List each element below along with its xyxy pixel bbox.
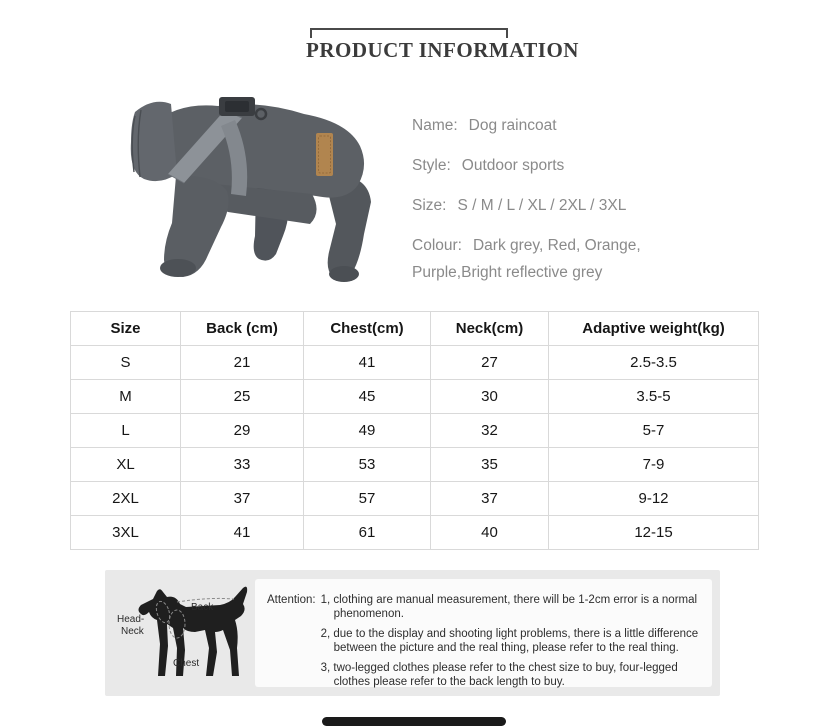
cell-size: 3XL — [71, 516, 181, 550]
cell-weight: 5-7 — [549, 414, 759, 448]
cell-size: M — [71, 380, 181, 414]
page-title: PRODUCT INFORMATION — [303, 38, 582, 63]
cell-weight: 3.5-5 — [549, 380, 759, 414]
bottom-handle-bar — [322, 717, 506, 726]
attention-item-1: 1, clothing are manual measurement, there will be 1-2cm error is a normal phenomenon. — [320, 594, 698, 620]
dog-measurement-diagram — [115, 584, 265, 684]
cell-chest: 49 — [304, 414, 431, 448]
product-fields — [412, 112, 668, 299]
diagram-label-chest: Chest — [173, 658, 200, 669]
field-name-value: Dog raincoat — [468, 117, 557, 134]
cell-back: 25 — [181, 380, 304, 414]
cell-neck: 37 — [431, 482, 549, 516]
field-colour-value: Dark grey, Red, Orange, Purple,Bright reflective grey — [412, 237, 641, 281]
cell-back: 33 — [181, 448, 304, 482]
field-style-value: Outdoor sports — [461, 157, 565, 174]
size-chart-table — [70, 311, 759, 550]
attention-item-3: 3, two-legged clothes please refer to the chest size to buy, four-legged clothes please refer to the back length to buy. — [320, 662, 678, 688]
table-row — [71, 448, 759, 482]
field-size-value: S / M / L / XL / 2XL / 3XL — [457, 197, 627, 214]
cell-neck: 27 — [431, 346, 549, 380]
cell-size: S — [71, 346, 181, 380]
cell-weight: 2.5-3.5 — [549, 346, 759, 380]
page-title-frame — [306, 28, 579, 62]
cell-chest: 61 — [304, 516, 431, 550]
cell-back: 37 — [181, 482, 304, 516]
field-name-label: Name: — [412, 117, 458, 134]
cell-weight: 9-12 — [549, 482, 759, 516]
cell-weight: 12-15 — [549, 516, 759, 550]
field-style-label: Style: — [412, 157, 451, 174]
attention-note-box — [255, 579, 712, 687]
cell-weight: 7-9 — [549, 448, 759, 482]
attention-items — [321, 594, 704, 687]
table-header-row — [71, 312, 759, 346]
diagram-label-neck: Neck — [121, 626, 144, 637]
cell-size: XL — [71, 448, 181, 482]
diagram-label-head: Head- — [117, 614, 145, 625]
col-header-chest: Chest(cm) — [304, 312, 431, 346]
cell-back: 29 — [181, 414, 304, 448]
table-row — [71, 346, 759, 380]
diagram-label-back: Back — [191, 602, 214, 613]
field-size — [412, 192, 668, 219]
attention-item-2: 2, due to the display and shooting light problems, there is a little difference between the picture and the real thing, please refer to the real thing. — [320, 628, 699, 654]
col-header-weight: Adaptive weight(kg) — [549, 312, 759, 346]
field-colour-label: Colour: — [412, 237, 462, 254]
cell-chest: 57 — [304, 482, 431, 516]
field-colour — [412, 232, 668, 286]
col-header-neck: Neck(cm) — [431, 312, 549, 346]
cell-chest: 41 — [304, 346, 431, 380]
product-photo-dog-raincoat — [108, 84, 403, 294]
cell-chest: 53 — [304, 448, 431, 482]
attention-panel — [105, 570, 720, 696]
table-row — [71, 482, 759, 516]
field-style — [412, 152, 668, 179]
cell-size: 2XL — [71, 482, 181, 516]
cell-neck: 35 — [431, 448, 549, 482]
table-row — [71, 414, 759, 448]
cell-neck: 32 — [431, 414, 549, 448]
cell-size: L — [71, 414, 181, 448]
col-header-size: Size — [71, 312, 181, 346]
cell-back: 21 — [181, 346, 304, 380]
table-row — [71, 516, 759, 550]
col-header-back: Back (cm) — [181, 312, 304, 346]
attention-label: Attention: — [267, 594, 316, 606]
cell-chest: 45 — [304, 380, 431, 414]
cell-back: 41 — [181, 516, 304, 550]
field-size-label: Size: — [412, 197, 447, 214]
cell-neck: 30 — [431, 380, 549, 414]
cell-neck: 40 — [431, 516, 549, 550]
field-name — [412, 112, 668, 139]
table-row — [71, 380, 759, 414]
